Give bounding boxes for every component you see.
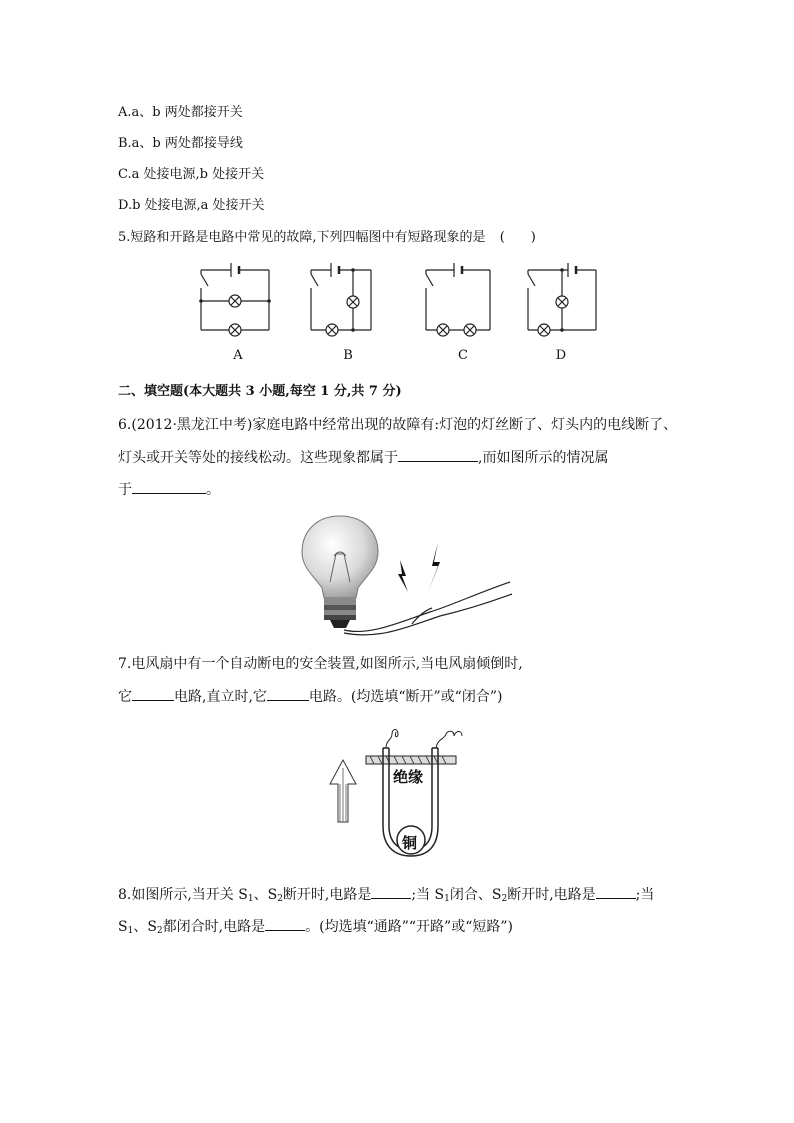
circuit-label-b: B bbox=[343, 348, 353, 363]
question-6-line-2: 灯头或开关等处的接线松动。这些现象都属于 ,而如图所示的情况属 bbox=[118, 447, 608, 467]
question-5-text: 5.短路和开路是电路中常见的故障,下列四幅图中有短路现象的是 bbox=[118, 230, 486, 245]
circuit-label-a: A bbox=[233, 348, 243, 363]
label-copper: 铜 bbox=[402, 834, 418, 852]
section-2-heading: 二、填空题(本大题共 3 小题,每空 1 分,共 7 分) bbox=[118, 384, 402, 399]
question-8-line-1: 8.如图所示,当开关 $S_1$、$S_2$断开时,电路是 ;当 $S_1$闭合、$S_2$断开时,电路是 ;当 bbox=[118, 884, 654, 908]
question-5 bbox=[118, 229, 536, 247]
question-6-line-1: 6.(2012·黑龙江中考)家庭电路中经常出现的故障有:灯泡的灯丝断了、灯头内的电线断了、 bbox=[118, 417, 678, 433]
option-a: A.a、b 两处都接开关 bbox=[118, 105, 243, 120]
question-8-line-2: $S_1$、$S_2$都闭合时,电路是 。(均选填“通路”“开路”或“短路”) bbox=[118, 916, 513, 940]
light-bulb-illustration bbox=[300, 512, 520, 640]
answer-blank[interactable] bbox=[398, 447, 478, 462]
circuit-diagram-d bbox=[522, 262, 602, 342]
answer-paren: ( ) bbox=[499, 230, 536, 245]
question-7-line-2: 它 电路,直立时,它 电路。(均选填“断开”或“闭合”) bbox=[118, 686, 502, 706]
question-6-line-3: 于 。 bbox=[118, 479, 220, 499]
label-insulation: 绝缘 bbox=[393, 768, 424, 786]
question-7-line-1: 7.电风扇中有一个自动断电的安全装置,如图所示,当电风扇倾倒时, bbox=[118, 656, 523, 672]
circuit-diagram-c bbox=[420, 262, 500, 342]
option-b: B.a、b 两处都接导线 bbox=[118, 136, 243, 151]
circuit-diagram-a bbox=[195, 262, 275, 342]
answer-blank[interactable] bbox=[371, 884, 411, 899]
answer-blank[interactable] bbox=[132, 479, 206, 494]
circuit-label-d: D bbox=[555, 348, 567, 363]
answer-blank[interactable] bbox=[267, 686, 309, 701]
circuit-label-c: C bbox=[458, 348, 468, 363]
answer-blank[interactable] bbox=[596, 884, 636, 899]
option-c: C.a 处接电源,b 处接开关 bbox=[118, 167, 265, 182]
option-d: D.b 处接电源,a 处接开关 bbox=[118, 198, 265, 213]
answer-blank[interactable] bbox=[265, 916, 305, 931]
answer-blank[interactable] bbox=[132, 686, 174, 701]
circuit-diagram-b bbox=[305, 262, 385, 342]
